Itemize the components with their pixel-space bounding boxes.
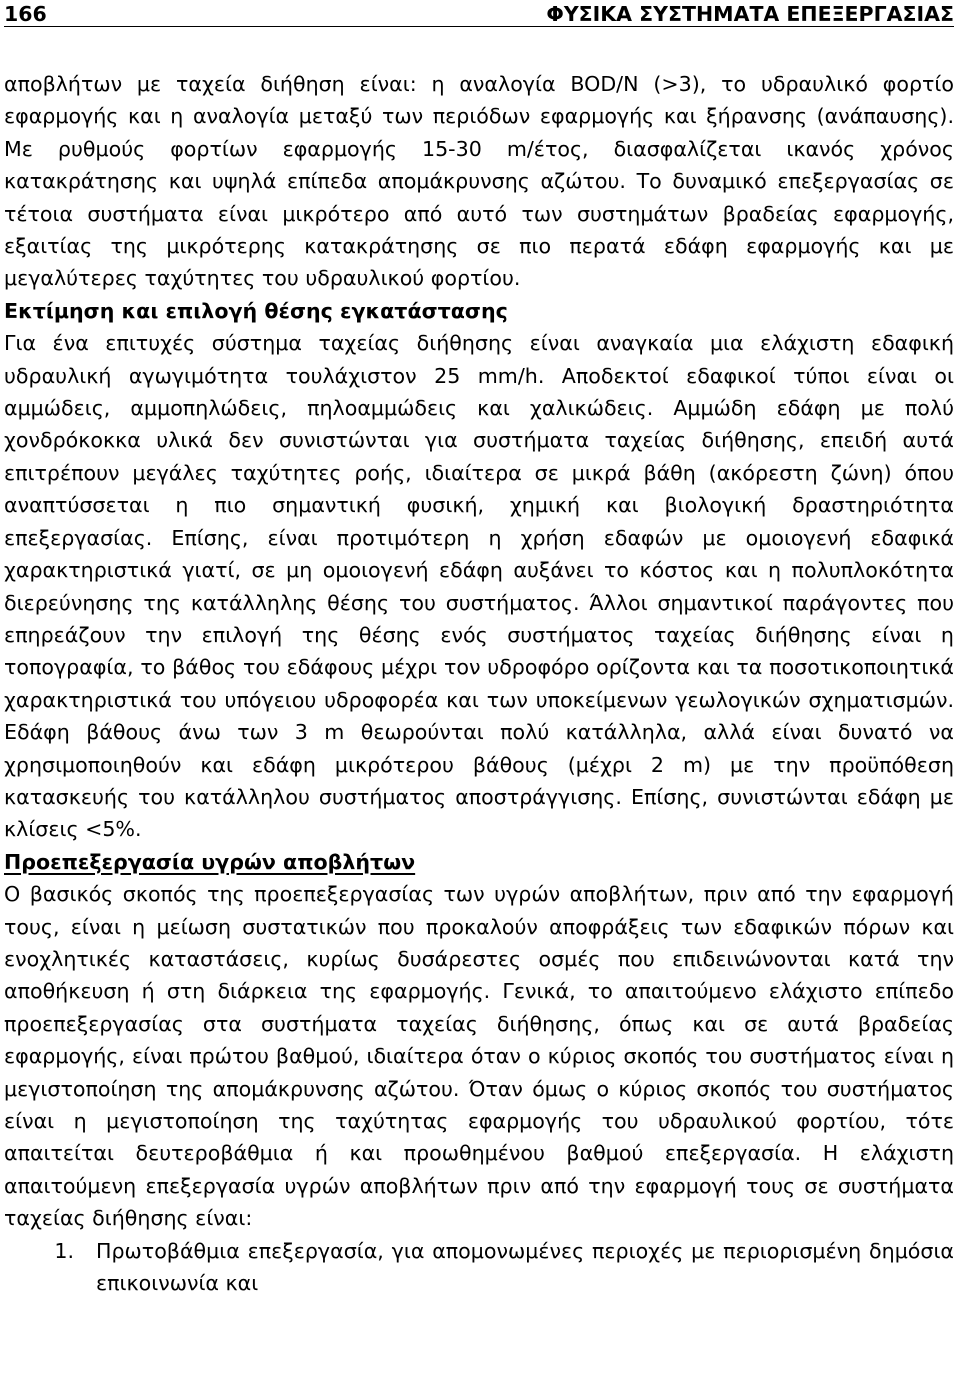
list-item: [4, 1235, 954, 1300]
document-body: [4, 68, 954, 1299]
page-number: 166: [4, 2, 47, 26]
running-title: ΦΥΣΙΚΑ ΣΥΣΤΗΜΑΤΑ ΕΠΕΞΕΡΓΑΣΙΑΣ: [546, 2, 954, 26]
list-marker: 1.: [54, 1238, 74, 1263]
section-heading-pretreatment: Προεπεξεργασία υγρών αποβλήτων: [4, 849, 416, 874]
page-header: [4, 0, 954, 27]
numbered-list: [4, 1235, 954, 1300]
paragraph-pretreatment: Ο βασικός σκοπός της προεπεξεργασίας των υγρών αποβλήτων, πριν από την εφαρμογή τους, είναι η μείωση συστατικών που προκαλούν αποφράξεις των εδαφικών πόρων και ενοχλητικές καταστάσεις, κυρίως δυσάρεστες οσμές που επιδεινώνονται κατά την αποθήκευση ή στη διάρκεια της εφαρμογής. Γενικά, το απαιτούμενο ελάχιστο επίπεδο προεπεξεργασίας στα συστήματα ταχείας διήθησης, όπως και σε αυτά βραδείας εφαρμογής, είναι πρώτου βαθμού, ιδιαίτερα όταν ο κύριος σκοπός του συστήματος είναι η μεγιστοποίηση της απομάκρυνσης αζώτου. Όταν όμως ο κύριος σκοπός του συστήματος είναι η μεγιστοποίηση της ταχύτητας εφαρμογής του υδραυλικού φορτίου, τότε απαιτείται δευτεροβάθμια ή και προωθημένου βαθμού επεξεργασία. Η ελάχιστη απαιτούμενη επεξεργασία υγρών αποβλήτων πριν από την εφαρμογή τους σε συστήματα ταχείας διήθησης είναι:: [4, 882, 954, 1231]
section-heading-site-selection: Εκτίμηση και επιλογή θέσης εγκατάστασης: [4, 298, 508, 323]
paragraph-site-selection: Για ένα επιτυχές σύστημα ταχείας διήθησης είναι αναγκαία μια ελάχιστη εδαφική υδραυλική αγωγιμότητα τουλάχιστον 25 mm/h. Αποδεκτοί εδαφικοί τύποι είναι οι αμμώδεις, αμμοπηλώδεις, πηλοαμμώδεις και χαλικώδεις. Αμμώδη εδάφη με πολύ χονδρόκοκκα υλικά δεν συνιστώνται για συστήματα ταχείας διήθησης, επειδή αυτά επιτρέπουν μεγάλες ταχύτητες ροής, ιδιαίτερα σε μικρά βάθη (ακόρεστη ζώνη) όπου αναπτύσσεται η πιο σημαντική φυσική, χημική και βιολογική δραστηριότητα επεξεργασίας. Επίσης, είναι προτιμότερη η χρήση εδαφών με ομοιογενή εδαφικά χαρακτηριστικά γιατί, σε μη ομοιογενή εδάφη αυξάνει το κόστος και η πολυπλοκότητα διερεύνησης της κατάλληλης θέσης του συστήματος. Άλλοι σημαντικοί παράγοντες που επηρεάζουν την επιλογή της θέσης ενός συστήματος ταχείας διήθησης είναι η τοπογραφία, το βάθος του εδάφους μέχρι τον υδροφόρο ορίζοντα και τα ποσοτικοποιητικά χαρακτηριστικά του υπόγειου υδροφορέα και των υποκείμενων γεωλογικών σχηματισμών. Εδάφη βάθους άνω των 3 m θεωρούνται πολύ κατάλληλα, αλλά είναι δυνατό να χρησιμοποιηθούν και εδάφη μικρότερου βάθους (μέχρι 2 m) με την προϋπόθεση κατασκευής του κατάλληλου συστήματος αποστράγγισης. Επίσης, συνιστώνται εδάφη με κλίσεις <5%.: [4, 331, 954, 842]
paragraph-intro: αποβλήτων με ταχεία διήθηση είναι: η αναλογία BOD/N (>3), το υδραυλικό φορτίο εφαρμογής και η αναλογία μεταξύ των περιόδων εφαρμογής και ξήρανσης (ανάπαυσης). Με ρυθμούς φορτίων εφαρμογής 15-30 m/έτος, διασφαλίζεται ικανός χρόνος κατακράτησης και υψηλά επίπεδα απομάκρυνσης αζώτου. Το δυναμικό επεξεργασίας σε τέτοια συστήματα είναι μικρότερο από αυτό των συστημάτων βραδείας εφαρμογής, εξαιτίας της μικρότερης κατακράτησης σε πιο περατά εδάφη εφαρμογής και με μεγαλύτερες ταχύτητες του υδραυλικού φορτίου.: [4, 72, 954, 291]
list-item-text: Πρωτοβάθμια επεξεργασία, για απομονωμένες περιοχές με περιορισμένη δημόσια επικοινωνία και: [96, 1238, 954, 1296]
